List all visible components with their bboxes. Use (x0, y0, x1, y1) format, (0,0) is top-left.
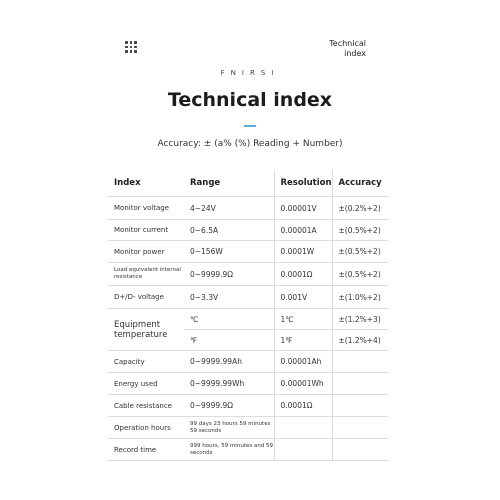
accuracy-note: Accuracy: ± (a% (%) Reading + Number) (157, 139, 343, 149)
table-row (108, 286, 388, 309)
cell-index: Monitor power (108, 241, 184, 263)
cell-range: 0~9999.9Ω (184, 395, 274, 417)
corner-label (329, 39, 366, 59)
cell-accuracy: ±(0.5%+2) (332, 220, 388, 241)
spec-table (108, 170, 388, 461)
cell-accuracy: ±(1.2%+3) (332, 309, 388, 330)
cell-range: 0~9999.99Wh (184, 373, 274, 395)
cell-resolution: 0.00001V (274, 197, 332, 220)
cell-accuracy (332, 439, 388, 461)
cell-resolution: 0.00001A (274, 220, 332, 241)
table-row (108, 395, 388, 417)
cell-accuracy: ±(1.0%+2) (332, 286, 388, 309)
cell-index: Load equivalent internal resistance (108, 263, 184, 286)
corner-label-line1: Technical (329, 39, 366, 48)
cell-index: Energy used (108, 373, 184, 395)
cell-index: Record time (108, 439, 184, 461)
cell-resolution: 0.00001Ah (274, 351, 332, 373)
cell-index: D+/D- voltage (108, 286, 184, 309)
cell-range: ℉ (184, 330, 274, 351)
table-row (108, 309, 388, 330)
table-row (108, 373, 388, 395)
cell-resolution: 0.0001Ω (274, 395, 332, 417)
cell-index: Cable resistance (108, 395, 184, 417)
cell-resolution (274, 439, 332, 461)
cell-accuracy (332, 417, 388, 439)
cell-range: ℃ (184, 309, 274, 330)
cell-accuracy: ±(0.5%+2) (332, 241, 388, 263)
table-row (108, 241, 388, 263)
cell-accuracy: ±(0.5%+2) (332, 263, 388, 286)
table-row (108, 220, 388, 241)
cell-resolution: 0.0001W (274, 241, 332, 263)
cell-range: 99 days 23 hours 59 minutes 59 seconds (184, 417, 274, 439)
cell-resolution: 1℃ (274, 309, 332, 330)
cell-range: 4~24V (184, 197, 274, 220)
header-range: Range (184, 170, 274, 197)
cell-index: Monitor voltage (108, 197, 184, 220)
cell-accuracy (332, 373, 388, 395)
table-row (108, 263, 388, 286)
grid-dots-icon (125, 41, 137, 53)
brand-logo: FNIRSI (220, 69, 280, 77)
cell-accuracy: ±(1.2%+4) (332, 330, 388, 351)
accent-bar (244, 125, 256, 127)
table-header-row (108, 170, 388, 197)
table-row (108, 439, 388, 461)
table-row (108, 417, 388, 439)
cell-range: 0~6.5A (184, 220, 274, 241)
cell-resolution: 0.0001Ω (274, 263, 332, 286)
header-resolution: Resolution (274, 170, 332, 197)
cell-range: 0~156W (184, 241, 274, 263)
header-accuracy: Accuracy (332, 170, 388, 197)
cell-index: Operation hours (108, 417, 184, 439)
cell-index: Monitor current (108, 220, 184, 241)
cell-resolution: 0.00001Wh (274, 373, 332, 395)
cell-range: 0~9999.99Ah (184, 351, 274, 373)
cell-accuracy (332, 395, 388, 417)
table-row (108, 351, 388, 373)
cell-accuracy: ±(0.2%+2) (332, 197, 388, 220)
cell-resolution: 1℉ (274, 330, 332, 351)
page-title: Technical index (167, 89, 333, 111)
cell-resolution: 0.001V (274, 286, 332, 309)
cell-range: 999 hours, 59 minutes and 59 seconds (184, 439, 274, 461)
cell-index: Equipment temperature (108, 309, 184, 351)
cell-range: 0~9999.9Ω (184, 263, 274, 286)
cell-index: Capacity (108, 351, 184, 373)
table-row (108, 197, 388, 220)
cell-accuracy (332, 351, 388, 373)
header-index: Index (108, 170, 184, 197)
corner-label-line2: index (344, 49, 366, 58)
cell-range: 0~3.3V (184, 286, 274, 309)
cell-resolution (274, 417, 332, 439)
